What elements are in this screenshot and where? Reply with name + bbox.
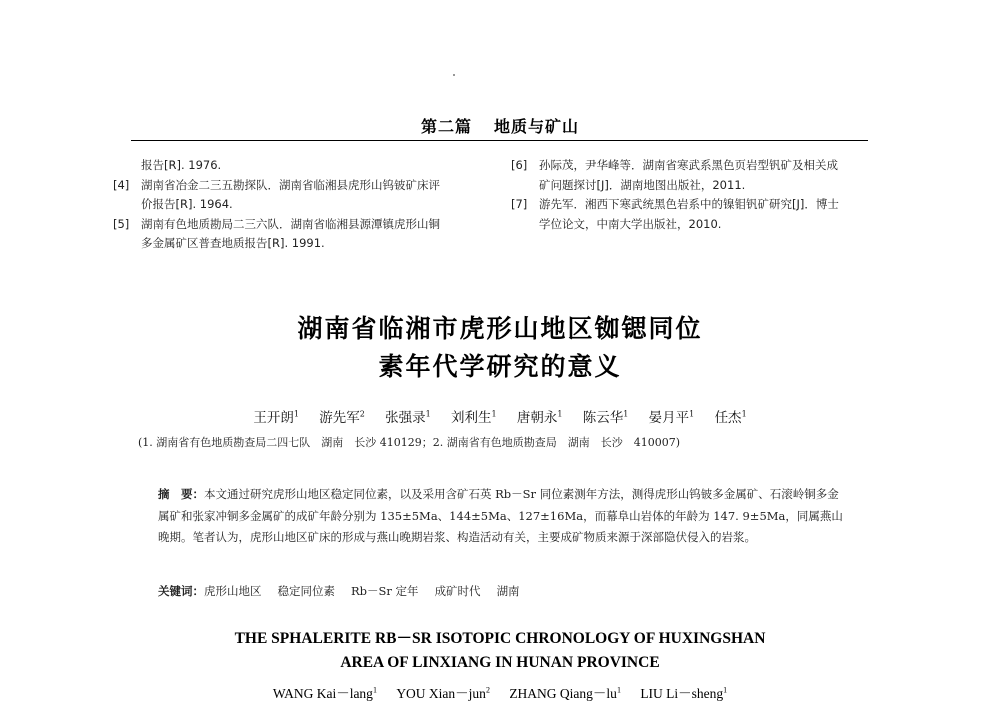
keywords — [158, 583, 848, 599]
scan-speck — [453, 74, 455, 76]
references-left-column — [113, 156, 493, 254]
author: 唐朝永$^1$ — [516, 409, 563, 426]
abstract-label: 摘 要： — [158, 487, 204, 501]
reference-number: [7] — [511, 197, 528, 211]
reference-text: 湖南省冶金二三五勘探队．湖南省临湘县虎形山钨铍矿床评 — [141, 177, 440, 192]
reference-number: [6] — [511, 158, 528, 172]
header-rule — [131, 140, 868, 141]
english-author-list — [0, 682, 1000, 702]
english-title-line-1: THE SPHALERITE RB－SR ISOTOPIC CHRONOLOGY OF HUXINGSHAN — [234, 630, 766, 647]
reference-item — [511, 156, 871, 176]
author: 陈云华$^1$ — [582, 409, 629, 426]
section-number: 第二篇 — [420, 117, 472, 136]
reference-number: [4] — [113, 177, 130, 192]
reference-line: 价报告[R]. 1964. — [141, 197, 233, 211]
author: 晏月平$^1$ — [648, 409, 695, 426]
references-right-column — [511, 156, 871, 234]
keyword: 成矿时代 — [434, 584, 481, 598]
reference-line: 矿问题探讨[J]．湖南地图出版社，2011. — [539, 177, 746, 192]
reference-line: 多金属矿区普查地质报告[R]. 1991. — [141, 236, 325, 250]
keyword: 湖南 — [496, 584, 520, 598]
keyword: Rb－Sr 定年 — [351, 584, 419, 598]
english-author: WANG Kai－lang$^1$ — [272, 685, 377, 701]
paper-title-line-1: 湖南省临湘市虎形山地区铷锶同位 — [297, 314, 703, 343]
reference-text: 孙际茂，尹华峰等．湖南省寒武系黑色页岩型钒矿及相关成 — [539, 158, 838, 172]
reference-item — [113, 215, 493, 235]
reference-item — [113, 176, 493, 196]
english-author: YOU Xian－jun$^2$ — [396, 685, 490, 701]
reference-text: 湖南有色地质勘局二三六队．湖南省临湘县源潭镇虎形山铜 — [141, 216, 440, 231]
reference-number: [5] — [113, 216, 130, 231]
author: 任杰$^1$ — [714, 409, 747, 426]
keywords-label: 关键词： — [158, 584, 204, 598]
abstract-text: 本文通过研究虎形山地区稳定同位素，以及采用含矿石英 Rb－Sr 同位素测年方法，测得虎形山钨铍多金属矿、石滚岭铜多金属矿和张家冲铜多金属矿的成矿年龄分别为 135±5Ma、144±5Ma、127±16Ma，而幕阜山岩体的年龄为 147. 9±5Ma，同属燕山晚期。笔者认为，虎形山地区矿床的形成与燕山晚期岩浆、构造活动有关，主要成矿物质来源于深部隐伏侵入的岩浆。 — [158, 487, 843, 544]
section-header — [0, 114, 1000, 137]
english-author: ZHANG $Qiang-lu^1$ — [509, 685, 621, 701]
reference-item — [511, 195, 871, 215]
keyword: 虎形山地区 — [204, 584, 262, 598]
author: 王开朗$^1$ — [253, 409, 299, 426]
author: 张强录$^1$ — [385, 409, 431, 426]
author: 刘利生$^1$ — [451, 409, 497, 426]
reference-line: 报告[R]. 1976. — [141, 158, 222, 172]
reference-text: 游先军．湘西下寒武统黑色岩系中的镍钼钒矿研究[J]．博士 — [539, 197, 839, 211]
abstract — [158, 484, 848, 549]
paper-title-line-2: 素年代学研究的意义 — [378, 352, 622, 381]
section-title: 地质与矿山 — [494, 117, 580, 136]
affiliation: (1. 湖南省有色地质勘查局二四七队 湖南 长沙 410129；2. 湖南省有色地质勘查局 湖南 长沙 410007) — [138, 436, 681, 449]
author: 游先军$^2$ — [319, 409, 365, 426]
author-list — [0, 406, 1000, 426]
english-author: LIU Li－sheng$^1$ — [640, 685, 728, 701]
english-title-line-2: AREA OF LINXIANG IN HUNAN PROVINCE — [340, 654, 660, 671]
reference-line: 学位论文，中南大学出版社，2010. — [539, 216, 722, 231]
keyword: 稳定同位素 — [277, 584, 335, 598]
